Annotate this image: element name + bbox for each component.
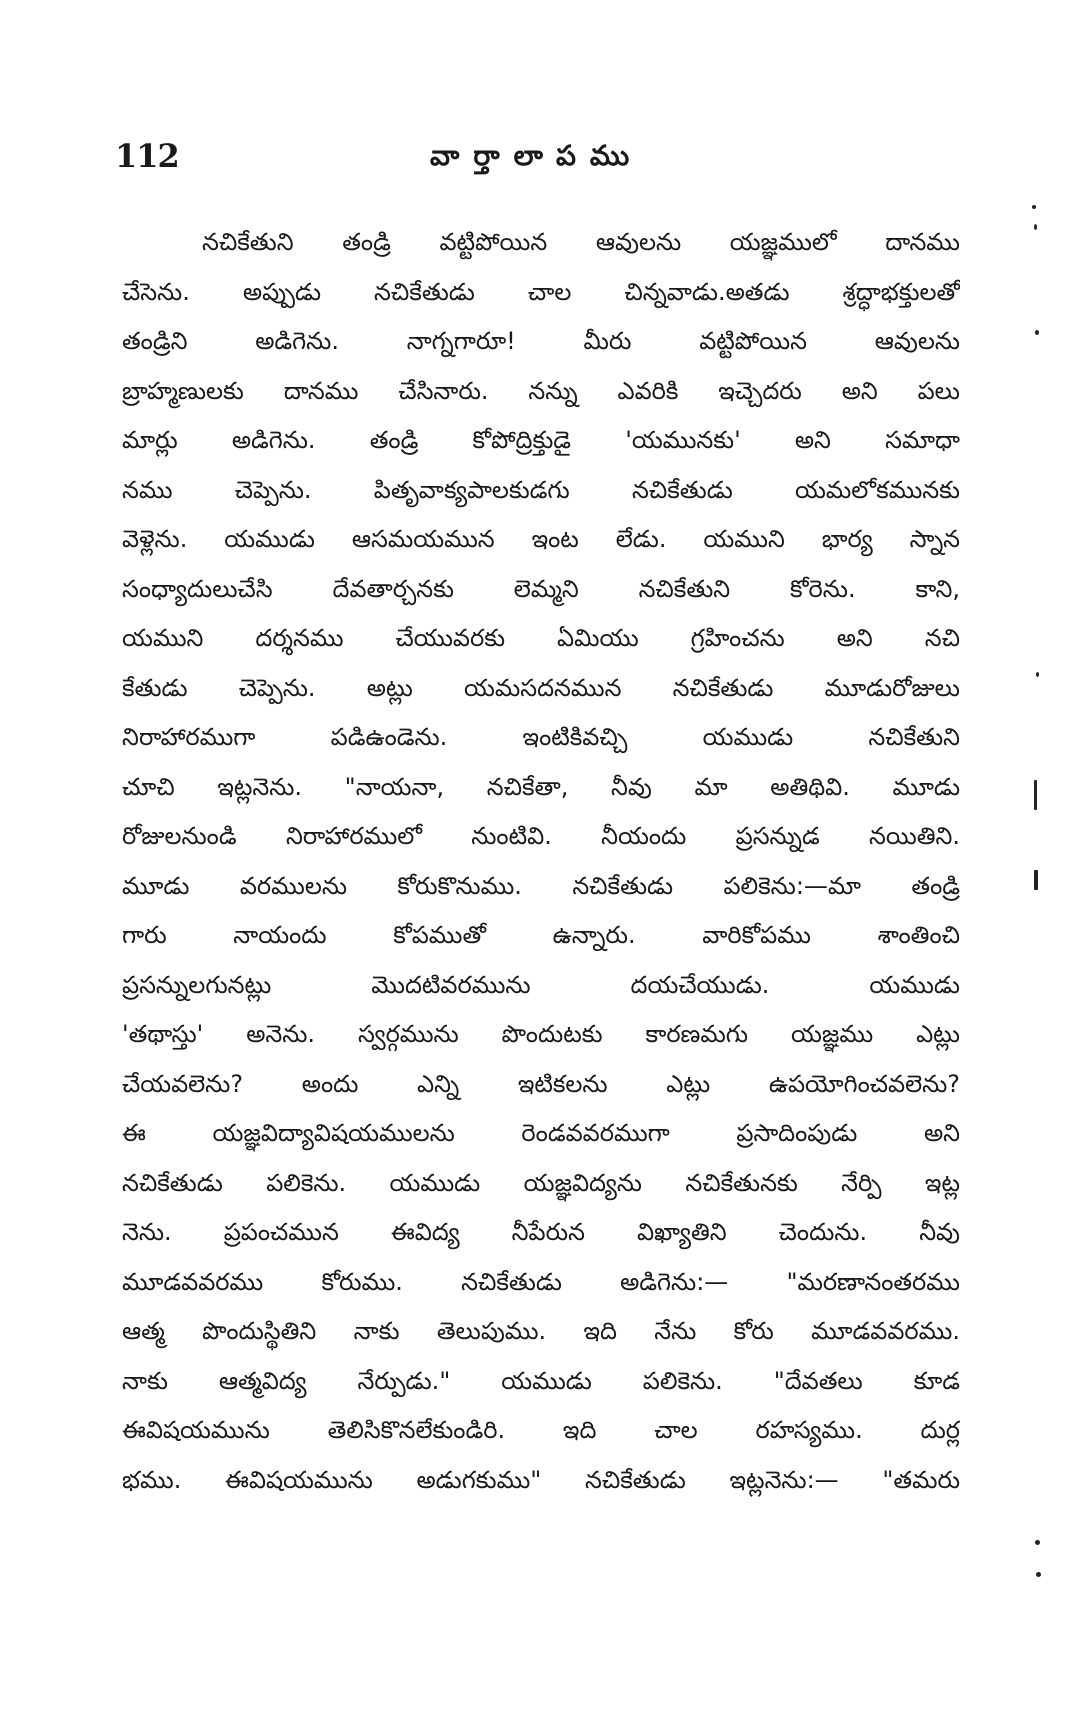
text-line: మార్లు అడిగెను. తండ్రి కోపోద్రిక్తుడై 'యమునకు' అని సమాధా	[122, 426, 960, 454]
scan-speck	[1034, 870, 1038, 890]
text-line: భము. ఈవిషయమును అడుగకుము" నచికేతుడు ఇట్లనెను:— "తమరు	[122, 1465, 960, 1494]
body-paragraph	[122, 218, 960, 1505]
text-line: బ్రాహ్మణులకు దానము చేసినారు. నన్ను ఎవరికి ఇచ్చెదరు అని పలు	[122, 376, 960, 405]
scan-speck	[1035, 330, 1039, 335]
text-line: నము చెప్పెను. పితృవాక్యపాలకుడగు నచికేతుడు యమలోకమునకు	[122, 475, 960, 504]
text-line: ప్రసన్నులగునట్లు మొదటివరమును దయచేయుడు. యముడు	[122, 970, 960, 999]
text-line: నచికేతుడు పలికెను. యముడు యజ్ఞవిద్యను నచికేతునకు నేర్పి ఇట్ల	[122, 1168, 960, 1197]
scan-speck	[1036, 672, 1039, 677]
text-line: ఈవిషయమును తెలిసికొనలేకుండిరి. ఇది చాల రహస్యము. దుర్ల	[122, 1416, 960, 1444]
text-line: ఈ యజ్ఞవిద్యావిషయములను రెండవవరముగా ప్రసాదింపుడు అని	[122, 1119, 960, 1147]
text-line: 'తథాస్తు' అనెను. స్వర్గమును పొందుటకు కారణమగు యజ్ఞము ఎట్లు	[122, 1020, 960, 1048]
text-line: గారు నాయందు కోపముతో ఉన్నారు. వారికోపము శాంతించి	[122, 921, 960, 949]
page-header	[115, 137, 975, 187]
text-line: నచికేతుని తండ్రి వట్టిపోయిన ఆవులను యజ్ఞములో దానము	[202, 228, 960, 256]
text-line: తండ్రిని అడిగెను. నాగ్నగారూ! మీరు వట్టిపోయిన ఆవులను	[122, 327, 960, 355]
text-line: చేయవలెను? అందు ఎన్ని ఇటికలను ఎట్లు ఉపయోగించవలెను?	[122, 1069, 960, 1098]
scan-speck	[1032, 205, 1036, 209]
running-title: వార్తాలాపము	[430, 139, 644, 172]
scan-speck	[1034, 224, 1037, 230]
text-line: మూడు వరములను కోరుకొనుము. నచికేతుడు పలికెను:—మా తండ్రి	[122, 871, 960, 900]
text-line: చూచి ఇట్లనెను. "నాయనా, నచికేతా, నీవు మా అతిథివి. మూడు	[122, 772, 960, 801]
text-line: రోజులనుండి నిరాహారములో నుంటివి. నీయందు ప్రసన్నుడ నయితిని.	[122, 822, 960, 850]
text-line: యముని దర్శనము చేయువరకు ఏమియు గ్రహించను అని నచి	[122, 624, 960, 652]
text-line: కేతుడు చెప్పెను. అట్లు యమసదనమున నచికేతుడు మూడురోజులు	[122, 673, 960, 702]
scan-speck	[1036, 1572, 1041, 1577]
text-line: మూడవవరము కోరుము. నచికేతుడు అడిగెను:— "మరణానంతరము	[122, 1267, 960, 1296]
text-line: సంధ్యాదులుచేసి దేవతార్చనకు లెమ్మని నచికేతుని కోరెను. కాని,	[122, 574, 960, 603]
text-line: చేసెను. అప్పుడు నచికేతుడు చాల చిన్నవాడు.అతడు శ్రద్ధాభక్తులతో	[122, 277, 960, 306]
page-number: 112	[115, 137, 179, 175]
text-line: నిరాహారముగా పడిఉండెను. ఇంటికివచ్చి యముడు నచికేతుని	[122, 723, 960, 751]
text-line: వెళ్లెను. యముడు ఆసమయమున ఇంట లేడు. యముని భార్య స్నాన	[122, 525, 960, 553]
scan-speck	[1035, 1540, 1040, 1545]
text-line: నాకు ఆత్మవిద్య నేర్పుడు." యముడు పలికెను. "దేవతలు కూడ	[122, 1366, 960, 1395]
scan-speck	[1034, 780, 1037, 810]
text-line: నెను. ప్రపంచమున ఈవిద్య నీపేరున విఖ్యాతిని చెందును. నీవు	[122, 1218, 960, 1246]
text-line: ఆత్మ పొందుస్థితిని నాకు తెలుపుము. ఇది నేను కోరు మూడవవరము.	[122, 1317, 960, 1345]
